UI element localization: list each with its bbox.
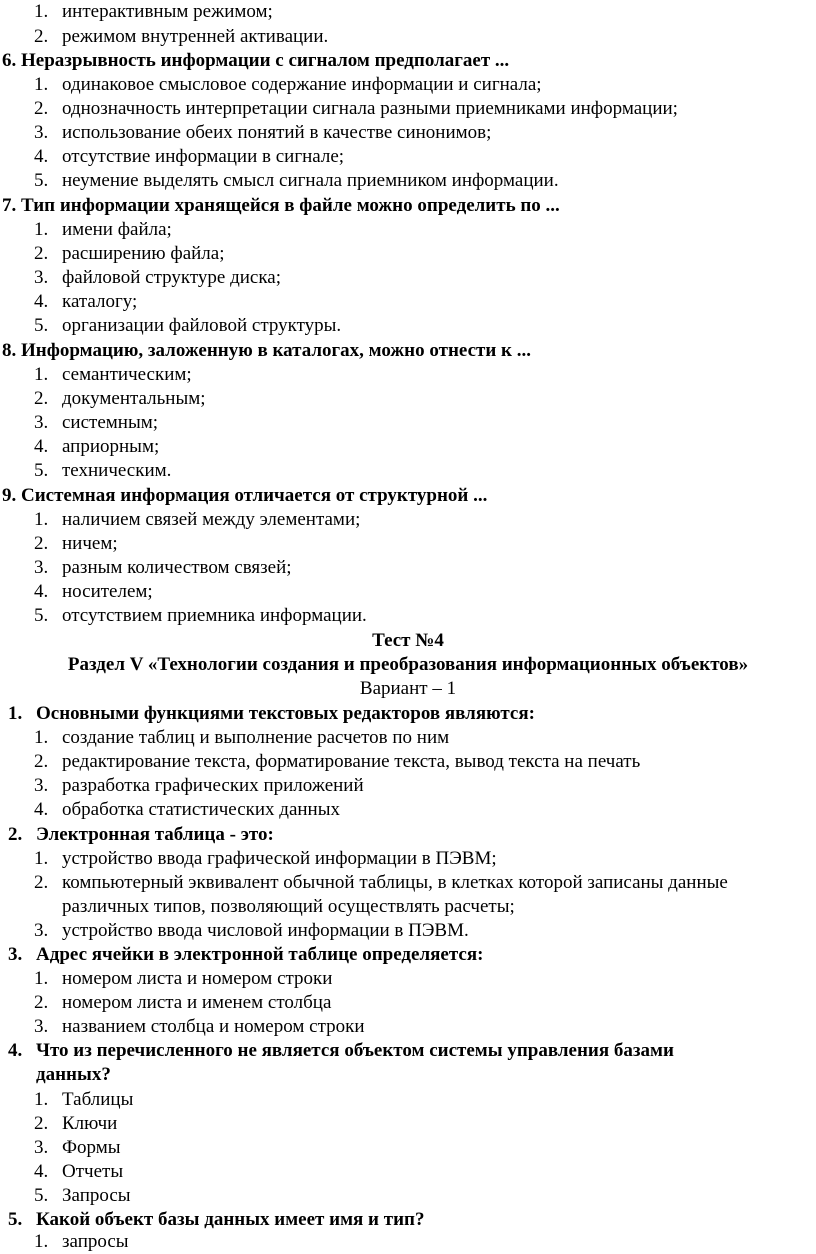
answer-number: 5. xyxy=(34,1185,49,1206)
answer-number: 2. xyxy=(34,388,49,409)
answer-text: разработка графических приложений xyxy=(62,775,364,796)
answer-number: 1. xyxy=(34,1089,49,1110)
answer-text: ничем; xyxy=(62,533,118,554)
answer-text: редактирование текста, форматирование текста, вывод текста на печать xyxy=(62,751,641,772)
answer-text: номером листа и номером строки xyxy=(62,968,333,989)
answer-number: 3. xyxy=(34,412,49,433)
answer-text: режимом внутренней активации. xyxy=(62,26,329,47)
answer-number: 4. xyxy=(34,581,49,602)
answer-number: 2. xyxy=(34,1113,49,1134)
question-heading: Электронная таблица - это: xyxy=(36,824,274,845)
question-heading: Адрес ячейки в электронной таблице определяется: xyxy=(36,944,484,965)
question-number: 3. xyxy=(8,944,23,965)
answer-number: 5. xyxy=(34,170,49,191)
answer-number: 1. xyxy=(34,727,49,748)
answer-text: запросы xyxy=(62,1231,129,1252)
question-heading: Основными функциями текстовых редакторов являются: xyxy=(36,703,535,724)
answer-number: 3. xyxy=(34,1016,49,1037)
answer-text: имени файла; xyxy=(62,219,172,240)
answer-number: 3. xyxy=(34,920,49,941)
question-number: 4. xyxy=(8,1040,23,1061)
answer-text: организации файловой структуры. xyxy=(62,315,342,336)
answer-number: 2. xyxy=(34,872,49,893)
answer-text: создание таблиц и выполнение расчетов по ним xyxy=(62,727,450,748)
answer-text: интерактивным режимом; xyxy=(62,1,273,22)
answer-number: 5. xyxy=(34,605,49,626)
answer-text: компьютерный эквивалент обычной таблицы, в клетках которой записаны данные xyxy=(62,872,728,893)
answer-number: 4. xyxy=(34,146,49,167)
answer-number: 2. xyxy=(34,751,49,772)
test-title: Тест №4 xyxy=(372,630,444,651)
answer-number: 1. xyxy=(34,1231,49,1252)
answer-number: 3. xyxy=(34,1137,49,1158)
answer-text: устройство ввода графической информации в ПЭВМ; xyxy=(62,848,497,869)
answer-number: 1. xyxy=(34,74,49,95)
answer-text: номером листа и именем столбца xyxy=(62,992,332,1013)
answer-number: 3. xyxy=(34,122,49,143)
question-heading: 9. Системная информация отличается от структурной ... xyxy=(2,485,488,506)
answer-text: документальным; xyxy=(62,388,206,409)
answer-number: 1. xyxy=(34,968,49,989)
answer-text: разным количеством связей; xyxy=(62,557,292,578)
answer-text: Запросы xyxy=(62,1185,131,1206)
question-heading: 8. Информацию, заложенную в каталогах, можно отнести к ... xyxy=(2,340,531,361)
question-heading: Что из перечисленного не является объектом системы управления базами xyxy=(36,1040,674,1061)
question-heading: Какой объект базы данных имеет имя и тип? xyxy=(36,1209,425,1230)
answer-text: одинаковое смысловое содержание информации и сигнала; xyxy=(62,74,542,95)
answer-text: Отчеты xyxy=(62,1161,124,1182)
answer-number: 4. xyxy=(34,1161,49,1182)
answer-text: Формы xyxy=(62,1137,121,1158)
answer-item xyxy=(34,0,48,24)
answer-text: Таблицы xyxy=(62,1089,134,1110)
answer-number: 2. xyxy=(34,98,49,119)
answer-text: априорным; xyxy=(62,436,160,457)
answer-number: 5. xyxy=(34,315,49,336)
question-number: 5. xyxy=(8,1209,23,1230)
answer-number: 1. xyxy=(34,848,49,869)
answer-number: 2. xyxy=(34,992,49,1013)
answer-number: 3. xyxy=(34,267,49,288)
answer-text: использование обеих понятий в качестве синонимов; xyxy=(62,122,492,143)
answer-text: Ключи xyxy=(62,1113,118,1134)
answer-text: наличием связей между элементами; xyxy=(62,509,361,530)
answer-text: названием столбца и номером строки xyxy=(62,1016,365,1037)
answer-text: устройство ввода числовой информации в ПЭВМ. xyxy=(62,920,469,941)
answer-text: семантическим; xyxy=(62,364,192,385)
answer-number: 5. xyxy=(34,460,49,481)
answer-text: однозначность интерпретации сигнала разными приемниками информации; xyxy=(62,98,678,119)
answer-text-continuation: различных типов, позволяющий осуществлять расчеты; xyxy=(62,896,515,917)
answer-number: 4. xyxy=(34,436,49,457)
variant-label: Вариант – 1 xyxy=(359,678,457,699)
answer-text: расширению файла; xyxy=(62,243,225,264)
answer-text: каталогу; xyxy=(62,291,138,312)
answer-text: носителем; xyxy=(62,581,153,602)
answer-text: техническим. xyxy=(62,460,172,481)
question-heading: 6. Неразрывность информации с сигналом предполагает ... xyxy=(2,50,510,71)
answer-number: 4. xyxy=(34,291,49,312)
answer-number: 1. xyxy=(34,1,49,22)
answer-text: отсутствием приемника информации. xyxy=(62,605,367,626)
answer-number: 4. xyxy=(34,799,49,820)
answer-number: 1. xyxy=(34,509,49,530)
answer-number: 3. xyxy=(34,775,49,796)
question-number: 1. xyxy=(8,703,23,724)
answer-text: системным; xyxy=(62,412,159,433)
answer-text: отсутствие информации в сигнале; xyxy=(62,146,345,167)
answer-text: обработка статистических данных xyxy=(62,799,340,820)
answer-text: файловой структуре диска; xyxy=(62,267,282,288)
answer-number: 3. xyxy=(34,557,49,578)
answer-number: 2. xyxy=(34,533,49,554)
answer-text: неумение выделять смысл сигнала приемником информации. xyxy=(62,170,559,191)
section-title: Раздел V «Технологии создания и преобразования информационных объектов» xyxy=(67,654,749,675)
question-heading: 7. Тип информации хранящейся в файле можно определить по ... xyxy=(2,195,560,216)
question-number: 2. xyxy=(8,824,23,845)
question-heading-continuation: данных? xyxy=(36,1064,111,1085)
answer-number: 2. xyxy=(34,26,49,47)
answer-number: 1. xyxy=(34,364,49,385)
answer-number: 2. xyxy=(34,243,49,264)
answer-number: 1. xyxy=(34,219,49,240)
